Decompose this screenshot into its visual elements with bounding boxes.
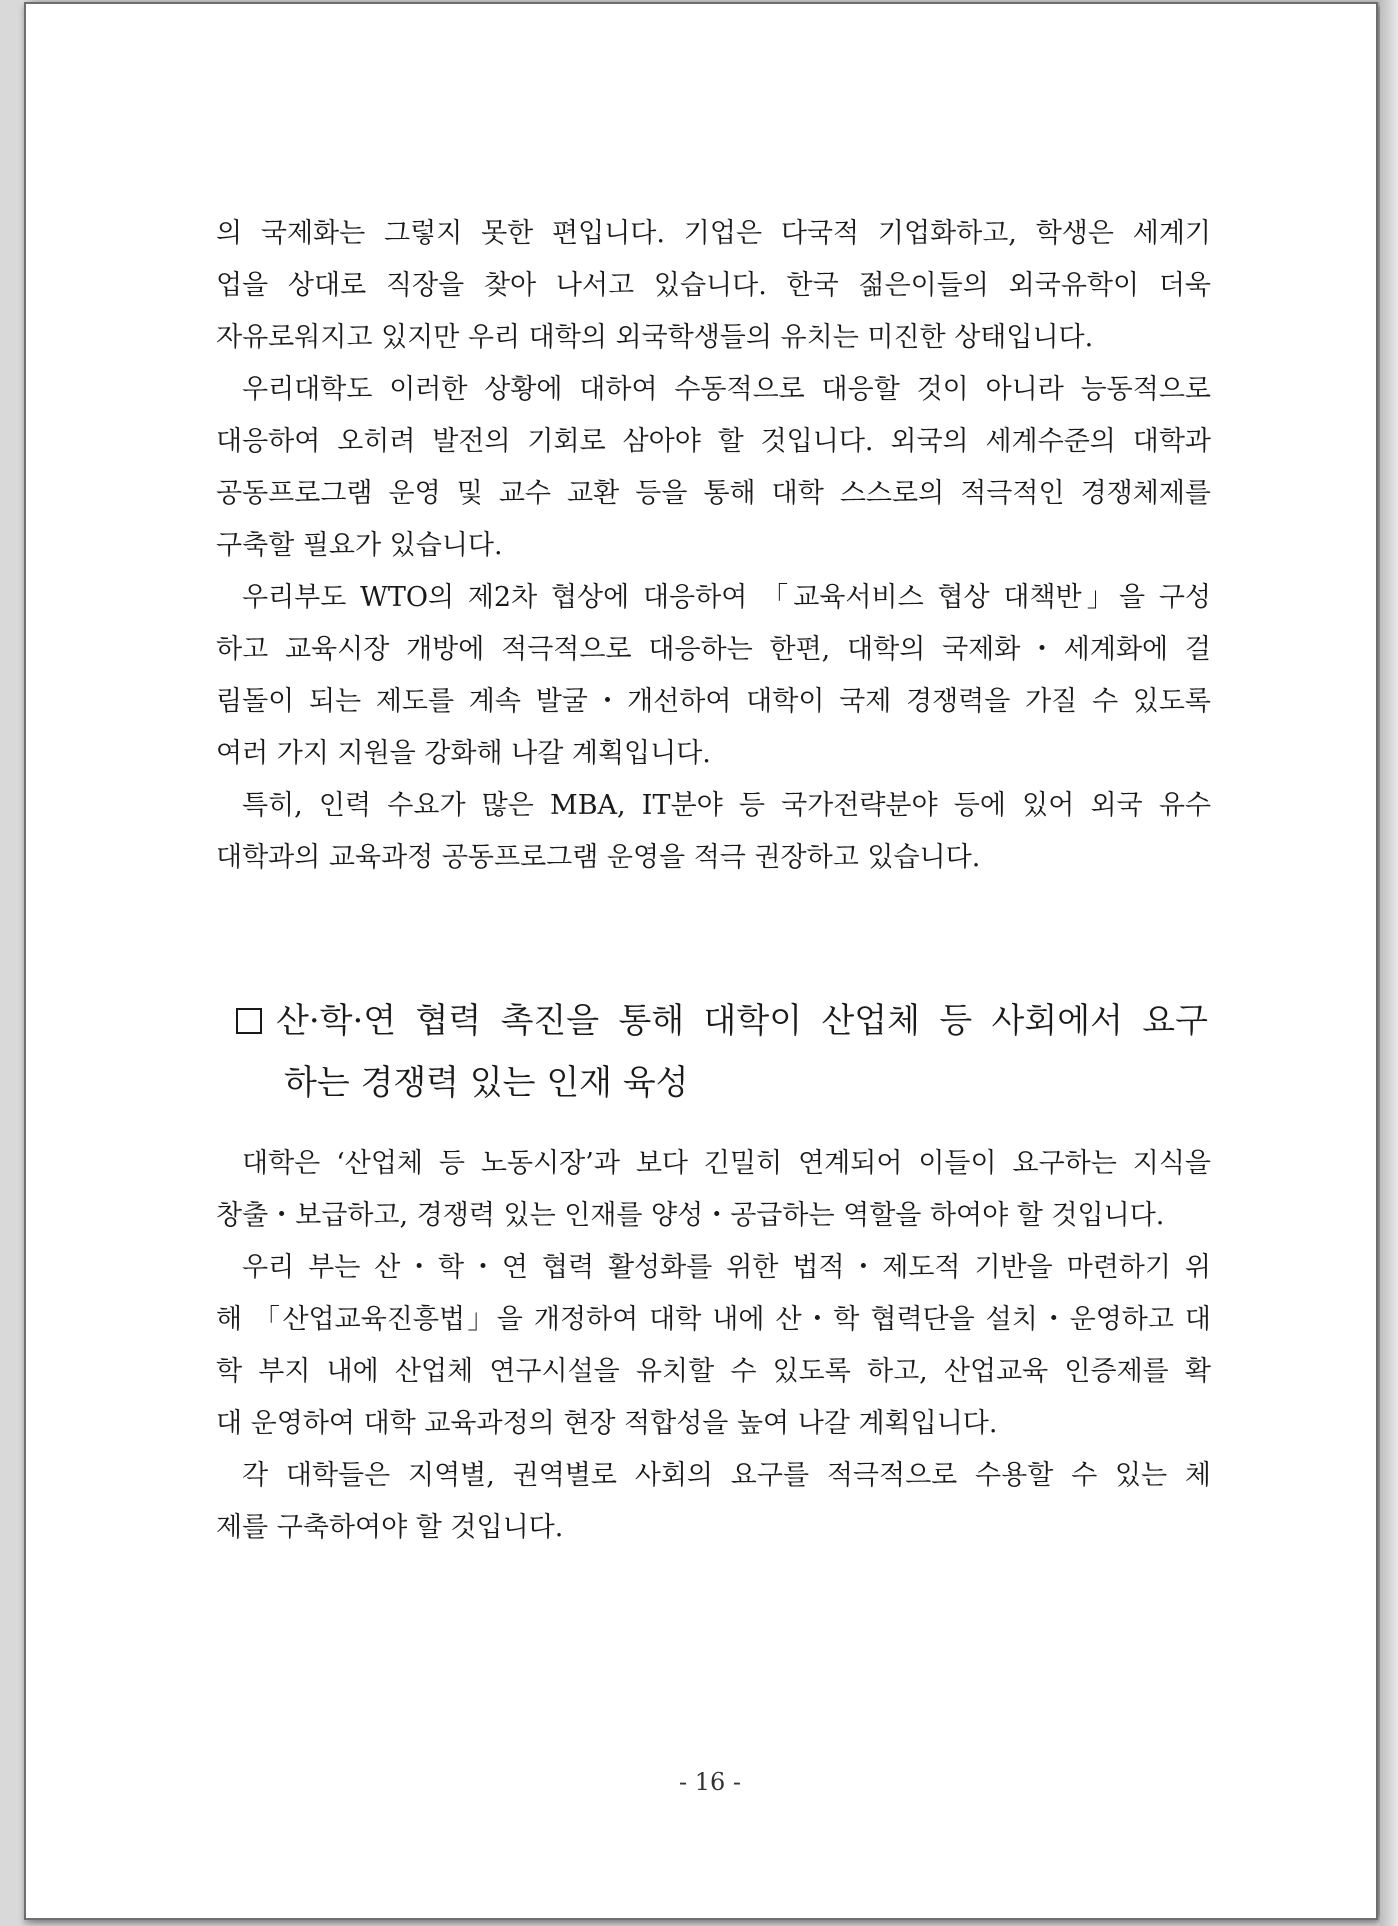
text-line: 학 부지 내에 산업체 연구시설을 유치할 수 있도록 하고, 산업교육 인증제를 확 [216, 1356, 1211, 1387]
text-line: 각 대학들은 지역별, 권역별로 사회의 요구를 적극적으로 수용할 수 있는 체 [242, 1460, 1211, 1491]
text-line: 제를 구축하여야 할 것입니다. [216, 1512, 564, 1543]
page-edge-shadow [1380, 0, 1398, 1926]
text-line: 우리 부는 산・학・연 협력 활성화를 위한 법적・제도적 기반을 마련하기 위 [242, 1252, 1211, 1283]
text-line: 우리부도 WTO의 제2차 협상에 대응하여 「교육서비스 협상 대책반」을 구성 [242, 582, 1211, 613]
page-number: - 16 - [678, 1768, 741, 1796]
body-text-bottom [216, 1138, 1211, 1554]
text-line: 특히, 인력 수요가 많은 MBA, IT분야 등 국가전략분야 등에 있어 외국 유수 [242, 790, 1211, 821]
section-heading [236, 990, 1208, 1114]
text-line: 공동프로그램 운영 및 교수 교환 등을 통해 대학 스스로의 적극적인 경쟁체제를 [216, 478, 1211, 509]
text-line: 창출・보급하고, 경쟁력 있는 인재를 양성・공급하는 역할을 하여야 할 것입니다. [216, 1200, 1165, 1231]
text-line: 대학과의 교육과정 공동프로그램 운영을 적극 권장하고 있습니다. [216, 842, 981, 873]
text-line: 자유로워지고 있지만 우리 대학의 외국학생들의 유치는 미진한 상태입니다. [216, 322, 1094, 353]
text-line: 해 「산업교육진흥법」을 개정하여 대학 내에 산・학 협력단을 설치・운영하고 대 [216, 1304, 1211, 1335]
text-line: 의 국제화는 그렇지 못한 편입니다. 기업은 다국적 기업화하고, 학생은 세계기 [216, 218, 1211, 249]
text-line: 여러 가지 지원을 강화해 나갈 계획입니다. [216, 738, 711, 769]
heading-line: 하는 경쟁력 있는 인재 육성 [284, 1063, 689, 1103]
text-line: 우리대학도 이러한 상황에 대하여 수동적으로 대응할 것이 아니라 능동적으로 [242, 374, 1211, 405]
text-line: 림돌이 되는 제도를 계속 발굴・개선하여 대학이 국제 경쟁력을 가질 수 있도록 [216, 686, 1211, 717]
text-line: 하고 교육시장 개방에 적극적으로 대응하는 한편, 대학의 국제화・세계화에 걸 [216, 634, 1211, 665]
checkbox-square-icon [236, 1008, 262, 1034]
heading-line [236, 990, 1208, 1052]
text-line: 대학은 ‘산업체 등 노동시장’과 보다 긴밀히 연계되어 이들이 요구하는 지식을 [242, 1148, 1211, 1179]
body-text-top [216, 208, 1211, 884]
text-line: 대응하여 오히려 발전의 기회로 삼아야 할 것입니다. 외국의 세계수준의 대학과 [216, 426, 1211, 457]
text-line: 구축할 필요가 있습니다. [216, 530, 503, 561]
heading-text: 산·학·연 협력 촉진을 통해 대학이 산업체 등 사회에서 요구 [276, 1001, 1208, 1041]
text-line: 대 운영하여 대학 교육과정의 현장 적합성을 높여 나갈 계획입니다. [216, 1408, 998, 1439]
text-line: 업을 상대로 직장을 찾아 나서고 있습니다. 한국 젊은이들의 외국유학이 더욱 [216, 270, 1211, 301]
